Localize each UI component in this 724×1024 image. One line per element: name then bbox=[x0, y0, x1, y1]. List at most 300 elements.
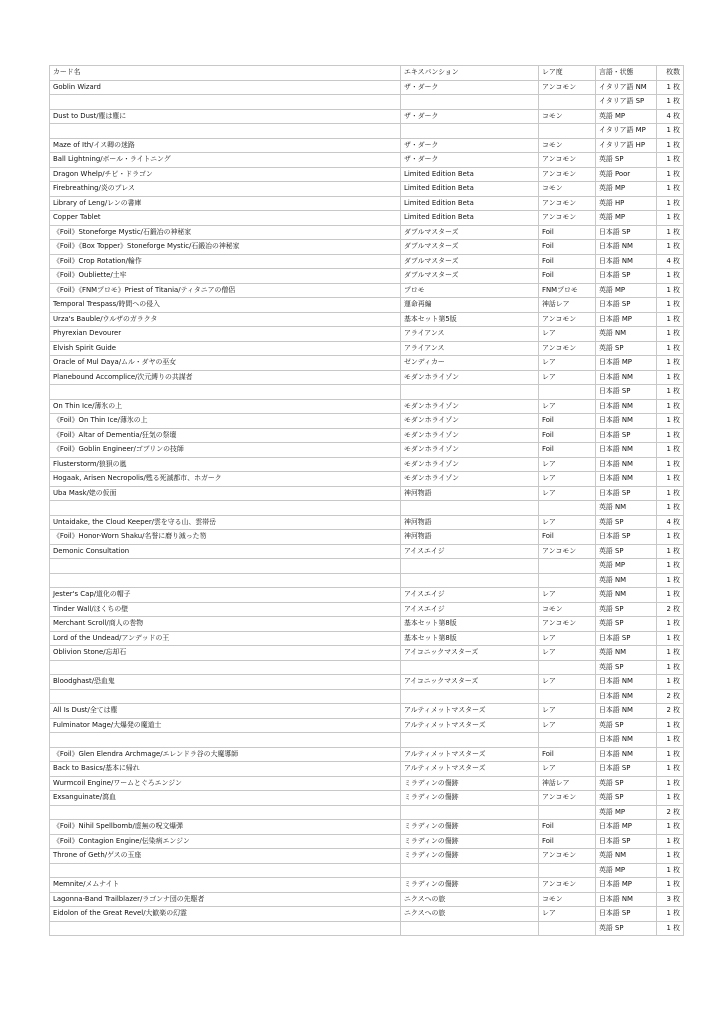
card-name-cell: Bloodghast/恐血鬼 bbox=[50, 675, 401, 690]
card-name-cell: Elvish Spirit Guide bbox=[50, 341, 401, 356]
card-name-cell: 《Foil》Altar of Dementia/狂気の祭壇 bbox=[50, 428, 401, 443]
expansion-cell: アイスエイジ bbox=[401, 602, 539, 617]
table-row bbox=[50, 385, 684, 400]
quantity-cell: 1 枚 bbox=[657, 124, 684, 139]
card-name-cell: Memnite/メムナイト bbox=[50, 878, 401, 893]
quantity-cell: 1 枚 bbox=[657, 834, 684, 849]
table-row bbox=[50, 849, 684, 864]
condition-cell: 英語 HP bbox=[596, 196, 657, 211]
card-name-cell: Copper Tablet bbox=[50, 211, 401, 226]
expansion-cell: モダンホライゾン bbox=[401, 428, 539, 443]
quantity-cell: 1 枚 bbox=[657, 182, 684, 197]
rarity-cell: レア bbox=[539, 631, 596, 646]
card-name-cell bbox=[50, 921, 401, 936]
expansion-cell: アイコニックマスターズ bbox=[401, 675, 539, 690]
condition-cell: 日本語 SP bbox=[596, 762, 657, 777]
condition-cell: 日本語 NM bbox=[596, 414, 657, 429]
rarity-cell: レア bbox=[539, 907, 596, 922]
condition-cell: 英語 MP bbox=[596, 182, 657, 197]
expansion-cell: ダブルマスターズ bbox=[401, 254, 539, 269]
expansion-cell: ミラディンの傷跡 bbox=[401, 791, 539, 806]
quantity-cell: 1 枚 bbox=[657, 501, 684, 516]
expansion-cell: 基本セット第8版 bbox=[401, 617, 539, 632]
expansion-cell: ザ・ダーク bbox=[401, 109, 539, 124]
table-row bbox=[50, 747, 684, 762]
rarity-cell: アンコモン bbox=[539, 80, 596, 95]
rarity-cell: コモン bbox=[539, 602, 596, 617]
rarity-cell: アンコモン bbox=[539, 211, 596, 226]
card-name-cell: On Thin Ice/薄氷の上 bbox=[50, 399, 401, 414]
expansion-cell: ミラディンの傷跡 bbox=[401, 834, 539, 849]
card-name-cell bbox=[50, 660, 401, 675]
expansion-cell: 神河物語 bbox=[401, 515, 539, 530]
expansion-cell bbox=[401, 733, 539, 748]
quantity-cell: 4 枚 bbox=[657, 109, 684, 124]
table-row bbox=[50, 312, 684, 327]
quantity-cell: 1 枚 bbox=[657, 863, 684, 878]
expansion-cell: ミラディンの傷跡 bbox=[401, 776, 539, 791]
quantity-cell: 1 枚 bbox=[657, 675, 684, 690]
expansion-cell: ミラディンの傷跡 bbox=[401, 820, 539, 835]
quantity-cell: 1 枚 bbox=[657, 138, 684, 153]
condition-cell: 日本語 SP bbox=[596, 385, 657, 400]
quantity-cell: 1 枚 bbox=[657, 167, 684, 182]
condition-cell: 英語 SP bbox=[596, 544, 657, 559]
card-name-cell bbox=[50, 501, 401, 516]
expansion-cell: ダブルマスターズ bbox=[401, 225, 539, 240]
card-name-cell: 《Foil》Oubliette/土牢 bbox=[50, 269, 401, 284]
card-name-cell: 《Foil》Nihil Spellbomb/虚無の呪文爆弾 bbox=[50, 820, 401, 835]
condition-cell: 日本語 MP bbox=[596, 820, 657, 835]
quantity-cell: 1 枚 bbox=[657, 660, 684, 675]
condition-cell: 英語 SP bbox=[596, 153, 657, 168]
expansion-cell: 神河物語 bbox=[401, 530, 539, 545]
rarity-cell: コモン bbox=[539, 109, 596, 124]
quantity-cell: 1 枚 bbox=[657, 849, 684, 864]
condition-cell: 日本語 MP bbox=[596, 356, 657, 371]
table-row bbox=[50, 283, 684, 298]
card-name-cell: 《Foil》Contagion Engine/伝染病エンジン bbox=[50, 834, 401, 849]
inventory-sheet bbox=[49, 65, 684, 936]
table-row bbox=[50, 153, 684, 168]
card-name-cell: Jester's Cap/道化の帽子 bbox=[50, 588, 401, 603]
table-row bbox=[50, 399, 684, 414]
quantity-cell: 1 枚 bbox=[657, 776, 684, 791]
quantity-cell: 1 枚 bbox=[657, 486, 684, 501]
table-row bbox=[50, 428, 684, 443]
expansion-cell: ザ・ダーク bbox=[401, 153, 539, 168]
expansion-cell: ミラディンの傷跡 bbox=[401, 878, 539, 893]
quantity-cell: 1 枚 bbox=[657, 530, 684, 545]
expansion-cell bbox=[401, 863, 539, 878]
quantity-cell: 1 枚 bbox=[657, 240, 684, 255]
card-name-cell: Exsanguinate/瀉血 bbox=[50, 791, 401, 806]
condition-cell: 英語 MP bbox=[596, 805, 657, 820]
condition-cell: 日本語 NM bbox=[596, 892, 657, 907]
quantity-cell: 1 枚 bbox=[657, 385, 684, 400]
card-name-cell: Wurmcoil Engine/ワームとぐろエンジン bbox=[50, 776, 401, 791]
condition-cell: 英語 SP bbox=[596, 776, 657, 791]
expansion-cell bbox=[401, 660, 539, 675]
card-name-cell: Dragon Whelp/チビ・ドラゴン bbox=[50, 167, 401, 182]
table-row bbox=[50, 95, 684, 110]
expansion-cell: ニクスへの旅 bbox=[401, 907, 539, 922]
quantity-cell: 1 枚 bbox=[657, 196, 684, 211]
rarity-cell: Foil bbox=[539, 254, 596, 269]
table-row bbox=[50, 588, 684, 603]
quantity-cell: 1 枚 bbox=[657, 718, 684, 733]
quantity-cell: 1 枚 bbox=[657, 544, 684, 559]
card-name-cell bbox=[50, 95, 401, 110]
expansion-cell bbox=[401, 95, 539, 110]
expansion-cell bbox=[401, 689, 539, 704]
condition-cell: 日本語 NM bbox=[596, 472, 657, 487]
quantity-cell: 1 枚 bbox=[657, 907, 684, 922]
rarity-cell: レア bbox=[539, 327, 596, 342]
header-expansion: エキスパンション bbox=[401, 66, 539, 81]
table-row bbox=[50, 486, 684, 501]
condition-cell: 英語 SP bbox=[596, 515, 657, 530]
rarity-cell: アンコモン bbox=[539, 849, 596, 864]
quantity-cell: 1 枚 bbox=[657, 312, 684, 327]
quantity-cell: 1 枚 bbox=[657, 791, 684, 806]
card-name-cell: 《Foil》Glen Elendra Archmage/エレンドラ谷の大魔導師 bbox=[50, 747, 401, 762]
expansion-cell: プロモ bbox=[401, 283, 539, 298]
card-name-cell: Merchant Scroll/商人の巻物 bbox=[50, 617, 401, 632]
condition-cell: 日本語 NM bbox=[596, 443, 657, 458]
condition-cell: 英語 NM bbox=[596, 646, 657, 661]
rarity-cell: レア bbox=[539, 472, 596, 487]
table-row bbox=[50, 414, 684, 429]
rarity-cell bbox=[539, 863, 596, 878]
condition-cell: 日本語 NM bbox=[596, 675, 657, 690]
table-row bbox=[50, 559, 684, 574]
rarity-cell: Foil bbox=[539, 834, 596, 849]
rarity-cell: レア bbox=[539, 704, 596, 719]
table-row bbox=[50, 443, 684, 458]
card-name-cell: Maze of Ith/イス卿の迷路 bbox=[50, 138, 401, 153]
condition-cell: 日本語 SP bbox=[596, 298, 657, 313]
table-row bbox=[50, 660, 684, 675]
condition-cell: 日本語 NM bbox=[596, 747, 657, 762]
condition-cell: 日本語 MP bbox=[596, 312, 657, 327]
rarity-cell: レア bbox=[539, 762, 596, 777]
rarity-cell: Foil bbox=[539, 414, 596, 429]
card-name-cell bbox=[50, 559, 401, 574]
table-row bbox=[50, 225, 684, 240]
condition-cell: 英語 NM bbox=[596, 501, 657, 516]
quantity-cell: 1 枚 bbox=[657, 573, 684, 588]
condition-cell: 日本語 SP bbox=[596, 907, 657, 922]
quantity-cell: 1 枚 bbox=[657, 472, 684, 487]
card-name-cell: Fulminator Mage/大爆発の魔道士 bbox=[50, 718, 401, 733]
card-name-cell: Demonic Consultation bbox=[50, 544, 401, 559]
card-name-cell: Hogaak, Arisen Necropolis/甦る死滅都市、ホガーク bbox=[50, 472, 401, 487]
expansion-cell bbox=[401, 573, 539, 588]
condition-cell: 日本語 NM bbox=[596, 370, 657, 385]
card-name-cell bbox=[50, 124, 401, 139]
quantity-cell: 1 枚 bbox=[657, 269, 684, 284]
table-row bbox=[50, 892, 684, 907]
condition-cell: イタリア語 NM bbox=[596, 80, 657, 95]
quantity-cell: 3 枚 bbox=[657, 892, 684, 907]
table-row bbox=[50, 530, 684, 545]
expansion-cell: モダンホライゾン bbox=[401, 457, 539, 472]
quantity-cell: 1 枚 bbox=[657, 80, 684, 95]
rarity-cell: アンコモン bbox=[539, 878, 596, 893]
rarity-cell: レア bbox=[539, 370, 596, 385]
card-name-cell: Urza's Bauble/ウルザのガラクタ bbox=[50, 312, 401, 327]
table-row bbox=[50, 573, 684, 588]
expansion-cell: アライアンス bbox=[401, 327, 539, 342]
rarity-cell: レア bbox=[539, 486, 596, 501]
expansion-cell bbox=[401, 805, 539, 820]
quantity-cell: 1 枚 bbox=[657, 878, 684, 893]
quantity-cell: 1 枚 bbox=[657, 428, 684, 443]
condition-cell: イタリア語 HP bbox=[596, 138, 657, 153]
quantity-cell: 4 枚 bbox=[657, 254, 684, 269]
table-row bbox=[50, 80, 684, 95]
condition-cell: 英語 MP bbox=[596, 559, 657, 574]
table-row bbox=[50, 602, 684, 617]
card-name-cell bbox=[50, 805, 401, 820]
header-card-name: カード名 bbox=[50, 66, 401, 81]
table-row bbox=[50, 907, 684, 922]
rarity-cell: Foil bbox=[539, 820, 596, 835]
table-row bbox=[50, 718, 684, 733]
header-condition: 言語・状態 bbox=[596, 66, 657, 81]
table-row bbox=[50, 370, 684, 385]
expansion-cell: Limited Edition Beta bbox=[401, 211, 539, 226]
quantity-cell: 1 枚 bbox=[657, 153, 684, 168]
card-name-cell: Ball Lightning/ボール・ライトニング bbox=[50, 153, 401, 168]
rarity-cell: Foil bbox=[539, 747, 596, 762]
rarity-cell bbox=[539, 124, 596, 139]
expansion-cell: アルティメットマスターズ bbox=[401, 704, 539, 719]
rarity-cell: Foil bbox=[539, 269, 596, 284]
condition-cell: イタリア語 SP bbox=[596, 95, 657, 110]
expansion-cell: 神河物語 bbox=[401, 486, 539, 501]
card-name-cell: Phyrexian Devourer bbox=[50, 327, 401, 342]
condition-cell: 英語 SP bbox=[596, 921, 657, 936]
condition-cell: 日本語 SP bbox=[596, 631, 657, 646]
condition-cell: 英語 SP bbox=[596, 341, 657, 356]
expansion-cell: ザ・ダーク bbox=[401, 80, 539, 95]
quantity-cell: 2 枚 bbox=[657, 602, 684, 617]
quantity-cell: 1 枚 bbox=[657, 457, 684, 472]
expansion-cell: モダンホライゾン bbox=[401, 370, 539, 385]
quantity-cell: 1 枚 bbox=[657, 399, 684, 414]
table-row bbox=[50, 211, 684, 226]
rarity-cell: アンコモン bbox=[539, 341, 596, 356]
condition-cell: 英語 NM bbox=[596, 327, 657, 342]
rarity-cell bbox=[539, 689, 596, 704]
quantity-cell: 2 枚 bbox=[657, 805, 684, 820]
expansion-cell: ザ・ダーク bbox=[401, 138, 539, 153]
table-row bbox=[50, 762, 684, 777]
rarity-cell: コモン bbox=[539, 138, 596, 153]
condition-cell: 日本語 NM bbox=[596, 254, 657, 269]
card-name-cell bbox=[50, 689, 401, 704]
condition-cell: 日本語 NM bbox=[596, 457, 657, 472]
expansion-cell: アルティメットマスターズ bbox=[401, 762, 539, 777]
card-name-cell: Lagonna-Band Trailblazer/ラゴンナ団の先駆者 bbox=[50, 892, 401, 907]
expansion-cell: アイスエイジ bbox=[401, 544, 539, 559]
condition-cell: 日本語 NM bbox=[596, 733, 657, 748]
table-row bbox=[50, 834, 684, 849]
condition-cell: 日本語 SP bbox=[596, 530, 657, 545]
rarity-cell: アンコモン bbox=[539, 167, 596, 182]
quantity-cell: 1 枚 bbox=[657, 225, 684, 240]
condition-cell: 日本語 MP bbox=[596, 878, 657, 893]
condition-cell: 英語 Poor bbox=[596, 167, 657, 182]
table-row bbox=[50, 805, 684, 820]
table-row bbox=[50, 501, 684, 516]
table-row bbox=[50, 776, 684, 791]
quantity-cell: 1 枚 bbox=[657, 631, 684, 646]
table-row bbox=[50, 704, 684, 719]
rarity-cell: コモン bbox=[539, 182, 596, 197]
quantity-cell: 1 枚 bbox=[657, 762, 684, 777]
card-name-cell: 《Foil》Goblin Engineer/ゴブリンの技師 bbox=[50, 443, 401, 458]
table-row bbox=[50, 109, 684, 124]
table-body bbox=[50, 66, 684, 936]
rarity-cell: 神話レア bbox=[539, 776, 596, 791]
card-name-cell: Throne of Geth/ゲスの玉座 bbox=[50, 849, 401, 864]
expansion-cell: ダブルマスターズ bbox=[401, 240, 539, 255]
card-name-cell: Library of Leng/レンの書庫 bbox=[50, 196, 401, 211]
card-name-cell: Flusterstorm/狼狽の嵐 bbox=[50, 457, 401, 472]
card-name-cell: Uba Mask/姥の仮面 bbox=[50, 486, 401, 501]
quantity-cell: 1 枚 bbox=[657, 327, 684, 342]
expansion-cell bbox=[401, 124, 539, 139]
table-row bbox=[50, 327, 684, 342]
rarity-cell: 神話レア bbox=[539, 298, 596, 313]
quantity-cell: 1 枚 bbox=[657, 283, 684, 298]
rarity-cell: アンコモン bbox=[539, 153, 596, 168]
table-row bbox=[50, 863, 684, 878]
condition-cell: 英語 NM bbox=[596, 588, 657, 603]
quantity-cell: 1 枚 bbox=[657, 370, 684, 385]
card-name-cell: 《Foil》《Box Topper》Stoneforge Mystic/石鍛冶の神秘家 bbox=[50, 240, 401, 255]
card-name-cell: Planebound Accomplice/次元縛りの共謀者 bbox=[50, 370, 401, 385]
rarity-cell: アンコモン bbox=[539, 196, 596, 211]
quantity-cell: 2 枚 bbox=[657, 689, 684, 704]
rarity-cell: アンコモン bbox=[539, 312, 596, 327]
condition-cell: 英語 SP bbox=[596, 660, 657, 675]
quantity-cell: 1 枚 bbox=[657, 747, 684, 762]
expansion-cell bbox=[401, 385, 539, 400]
expansion-cell: ダブルマスターズ bbox=[401, 269, 539, 284]
card-inventory-table bbox=[49, 65, 684, 936]
rarity-cell bbox=[539, 559, 596, 574]
expansion-cell: ミラディンの傷跡 bbox=[401, 849, 539, 864]
card-name-cell: 《Foil》On Thin Ice/薄氷の上 bbox=[50, 414, 401, 429]
card-name-cell: Oracle of Mul Daya/ムル・ダヤの巫女 bbox=[50, 356, 401, 371]
table-row bbox=[50, 196, 684, 211]
table-row bbox=[50, 631, 684, 646]
expansion-cell bbox=[401, 501, 539, 516]
table-row bbox=[50, 921, 684, 936]
condition-cell: 日本語 SP bbox=[596, 834, 657, 849]
rarity-cell: レア bbox=[539, 515, 596, 530]
quantity-cell: 4 枚 bbox=[657, 515, 684, 530]
rarity-cell bbox=[539, 95, 596, 110]
condition-cell: 日本語 SP bbox=[596, 428, 657, 443]
condition-cell: 英語 SP bbox=[596, 617, 657, 632]
rarity-cell: FNMプロモ bbox=[539, 283, 596, 298]
header-rarity: レア度 bbox=[539, 66, 596, 81]
rarity-cell: レア bbox=[539, 646, 596, 661]
expansion-cell: モダンホライゾン bbox=[401, 443, 539, 458]
condition-cell: 日本語 NM bbox=[596, 704, 657, 719]
expansion-cell: ゼンディカー bbox=[401, 356, 539, 371]
table-row bbox=[50, 138, 684, 153]
table-row bbox=[50, 820, 684, 835]
rarity-cell: アンコモン bbox=[539, 544, 596, 559]
condition-cell: 英語 MP bbox=[596, 211, 657, 226]
card-name-cell: Goblin Wizard bbox=[50, 80, 401, 95]
condition-cell: 日本語 SP bbox=[596, 225, 657, 240]
rarity-cell: Foil bbox=[539, 428, 596, 443]
quantity-cell: 1 枚 bbox=[657, 820, 684, 835]
expansion-cell: Limited Edition Beta bbox=[401, 196, 539, 211]
table-row bbox=[50, 167, 684, 182]
expansion-cell bbox=[401, 921, 539, 936]
table-row bbox=[50, 733, 684, 748]
expansion-cell: モダンホライゾン bbox=[401, 414, 539, 429]
card-name-cell: 《Foil》Crop Rotation/輪作 bbox=[50, 254, 401, 269]
condition-cell: 英語 MP bbox=[596, 283, 657, 298]
table-row bbox=[50, 472, 684, 487]
expansion-cell: アライアンス bbox=[401, 341, 539, 356]
table-row bbox=[50, 240, 684, 255]
condition-cell: 英語 MP bbox=[596, 109, 657, 124]
rarity-cell: レア bbox=[539, 356, 596, 371]
condition-cell: イタリア語 MP bbox=[596, 124, 657, 139]
card-name-cell bbox=[50, 573, 401, 588]
expansion-cell: ニクスへの旅 bbox=[401, 892, 539, 907]
table-row bbox=[50, 254, 684, 269]
card-name-cell: Temporal Trespass/時間への侵入 bbox=[50, 298, 401, 313]
card-name-cell: 《Foil》Stoneforge Mystic/石鍛冶の神秘家 bbox=[50, 225, 401, 240]
quantity-cell: 1 枚 bbox=[657, 414, 684, 429]
card-name-cell: All Is Dust/全ては塵 bbox=[50, 704, 401, 719]
quantity-cell: 1 枚 bbox=[657, 559, 684, 574]
table-row bbox=[50, 515, 684, 530]
table-row bbox=[50, 689, 684, 704]
quantity-cell: 1 枚 bbox=[657, 617, 684, 632]
card-name-cell: Firebreathing/炎のブレス bbox=[50, 182, 401, 197]
expansion-cell: アイコニックマスターズ bbox=[401, 646, 539, 661]
card-name-cell bbox=[50, 385, 401, 400]
expansion-cell: Limited Edition Beta bbox=[401, 167, 539, 182]
table-row bbox=[50, 269, 684, 284]
condition-cell: 英語 SP bbox=[596, 718, 657, 733]
card-name-cell bbox=[50, 863, 401, 878]
expansion-cell: アルティメットマスターズ bbox=[401, 718, 539, 733]
table-row bbox=[50, 675, 684, 690]
rarity-cell: レア bbox=[539, 399, 596, 414]
table-row bbox=[50, 878, 684, 893]
rarity-cell bbox=[539, 805, 596, 820]
rarity-cell: コモン bbox=[539, 892, 596, 907]
condition-cell: 英語 NM bbox=[596, 573, 657, 588]
rarity-cell bbox=[539, 660, 596, 675]
condition-cell: 英語 SP bbox=[596, 602, 657, 617]
rarity-cell: レア bbox=[539, 718, 596, 733]
quantity-cell: 1 枚 bbox=[657, 733, 684, 748]
